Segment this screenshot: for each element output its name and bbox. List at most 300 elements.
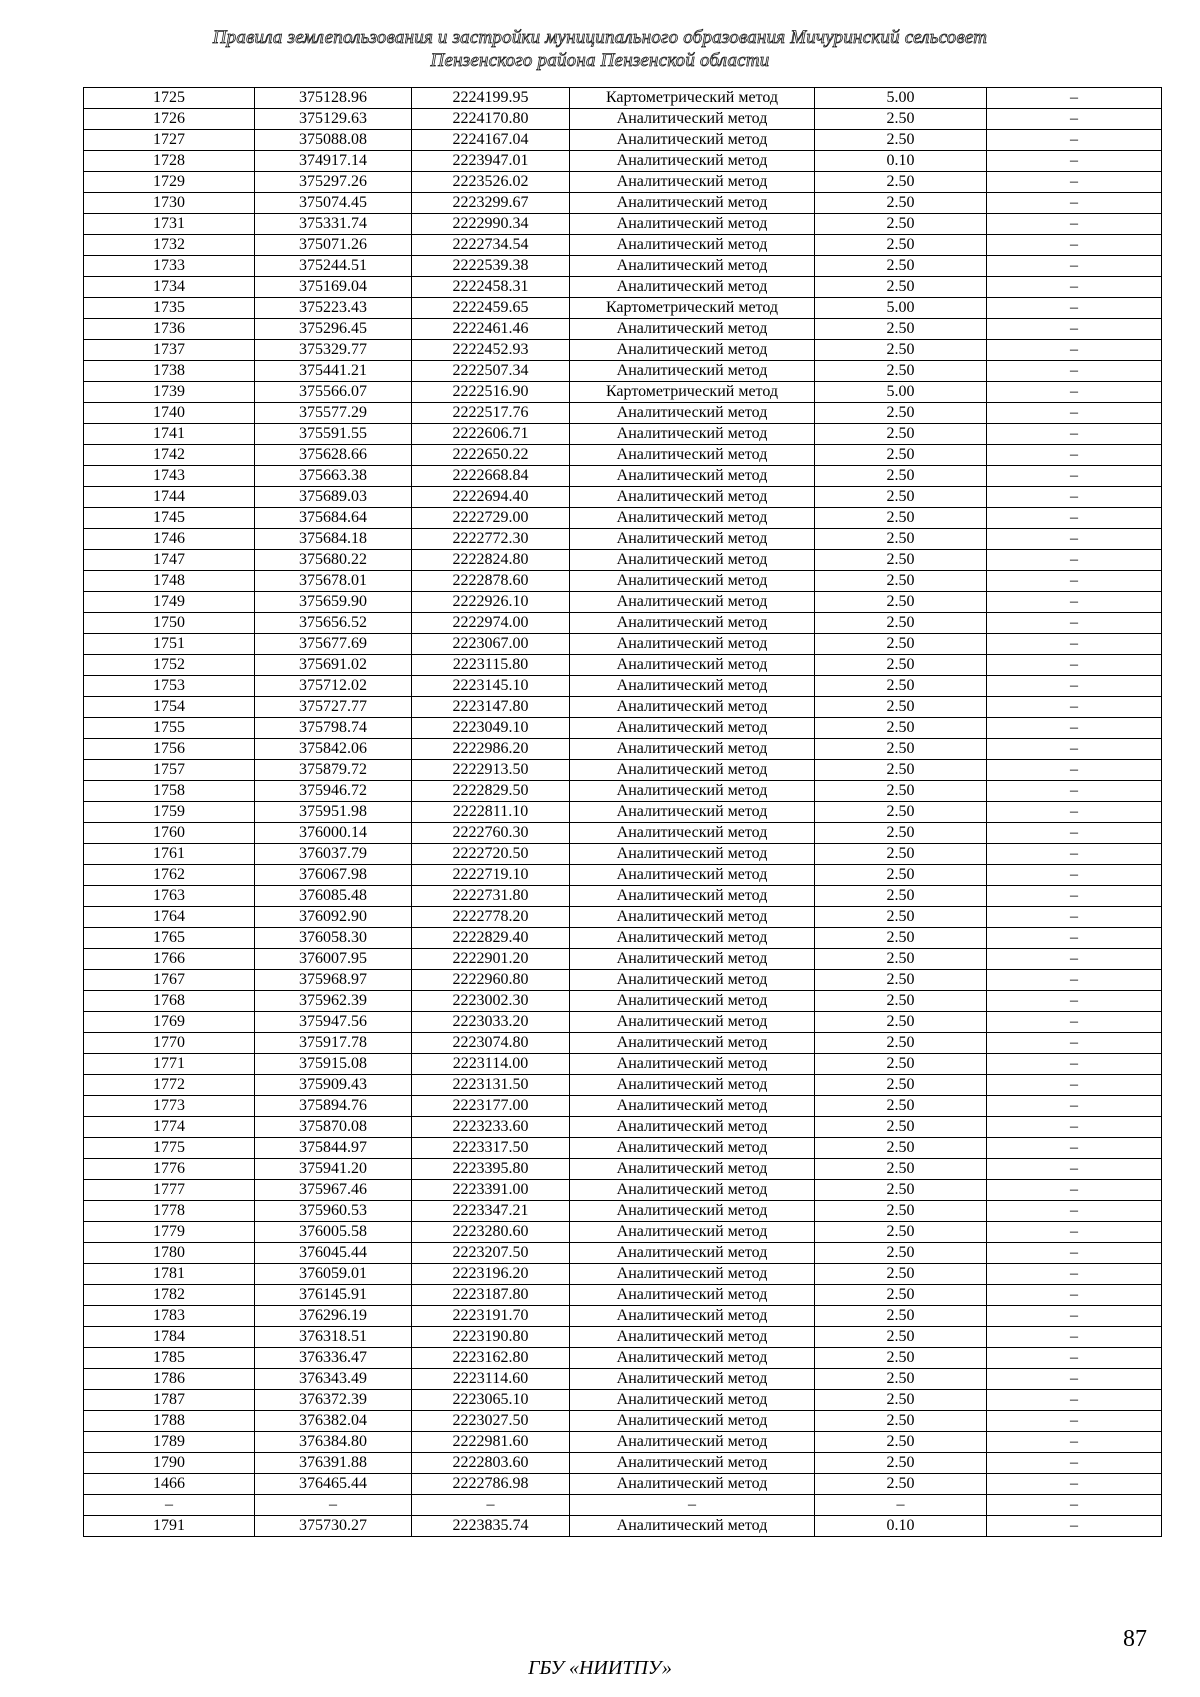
table-cell-note: – (987, 550, 1162, 571)
table-cell-method: Аналитический метод (570, 823, 815, 844)
table-cell-method: Аналитический метод (570, 907, 815, 928)
table-cell-y-coordinate: 2223177.00 (412, 1096, 570, 1117)
table-cell-method: Аналитический метод (570, 676, 815, 697)
table-cell-x-coordinate: 376336.47 (255, 1348, 412, 1369)
table-row (84, 676, 1162, 697)
table-cell-note: – (987, 1348, 1162, 1369)
table-row (84, 1096, 1162, 1117)
table-cell-y-coordinate: 2222901.20 (412, 949, 570, 970)
table-cell-method: Аналитический метод (570, 844, 815, 865)
table-cell-accuracy: 2.50 (815, 1390, 987, 1411)
table-cell-y-coordinate: 2222668.84 (412, 466, 570, 487)
table-row (84, 1495, 1162, 1516)
table-cell-x-coordinate: 374917.14 (255, 151, 412, 172)
table-row (84, 1243, 1162, 1264)
table-cell-x-coordinate: 375909.43 (255, 1075, 412, 1096)
table-cell-method: Аналитический метод (570, 172, 815, 193)
table-cell-point-number: 1781 (84, 1264, 255, 1285)
table-row (84, 991, 1162, 1012)
table-cell-note: – (987, 1054, 1162, 1075)
table-cell-x-coordinate: 375244.51 (255, 256, 412, 277)
table-cell-point-number: 1767 (84, 970, 255, 991)
table-cell-method: Аналитический метод (570, 802, 815, 823)
table-cell-point-number: 1754 (84, 697, 255, 718)
table-cell-x-coordinate: 375223.43 (255, 298, 412, 319)
table-cell-y-coordinate: 2222760.30 (412, 823, 570, 844)
table-cell-method: Аналитический метод (570, 529, 815, 550)
table-cell-point-number: 1761 (84, 844, 255, 865)
table-cell-accuracy: 2.50 (815, 1243, 987, 1264)
table-row (84, 1222, 1162, 1243)
table-cell-y-coordinate: 2222990.34 (412, 214, 570, 235)
table-cell-x-coordinate: 375088.08 (255, 130, 412, 151)
table-cell-x-coordinate: 375331.74 (255, 214, 412, 235)
table-cell-accuracy: 2.50 (815, 655, 987, 676)
table-cell-point-number: 1784 (84, 1327, 255, 1348)
table-cell-point-number: 1731 (84, 214, 255, 235)
table-cell-y-coordinate: 2223114.00 (412, 1054, 570, 1075)
table-row (84, 1054, 1162, 1075)
table-cell-point-number: 1787 (84, 1390, 255, 1411)
table-cell-note: – (987, 928, 1162, 949)
table-cell-note: – (987, 109, 1162, 130)
table-row (84, 886, 1162, 907)
table-cell-x-coordinate: 375712.02 (255, 676, 412, 697)
table-cell-point-number: 1788 (84, 1411, 255, 1432)
table-cell-method: Картометрический метод (570, 88, 815, 109)
table-cell-note: – (987, 361, 1162, 382)
table-row (84, 1348, 1162, 1369)
table-cell-point-number: 1734 (84, 277, 255, 298)
table-cell-method: Аналитический метод (570, 508, 815, 529)
table-cell-point-number: 1782 (84, 1285, 255, 1306)
table-cell-x-coordinate: 376000.14 (255, 823, 412, 844)
table-cell-x-coordinate: 375680.22 (255, 550, 412, 571)
table-cell-x-coordinate: 375946.72 (255, 781, 412, 802)
table-row (84, 529, 1162, 550)
table-cell-accuracy: 2.50 (815, 760, 987, 781)
table-cell-accuracy: 2.50 (815, 802, 987, 823)
table-cell-y-coordinate: 2223131.50 (412, 1075, 570, 1096)
table-cell-method: Аналитический метод (570, 1306, 815, 1327)
table-cell-y-coordinate: 2223065.10 (412, 1390, 570, 1411)
table-cell-accuracy: 2.50 (815, 1264, 987, 1285)
table-cell-y-coordinate: 2222694.40 (412, 487, 570, 508)
table-cell-y-coordinate: 2222803.60 (412, 1453, 570, 1474)
table-cell-point-number: 1790 (84, 1453, 255, 1474)
table-cell-point-number: 1775 (84, 1138, 255, 1159)
table-cell-note: – (987, 508, 1162, 529)
table-cell-point-number: 1730 (84, 193, 255, 214)
table-cell-method: Аналитический метод (570, 592, 815, 613)
table-row (84, 424, 1162, 445)
table-row (84, 970, 1162, 991)
table-cell-method: Аналитический метод (570, 634, 815, 655)
table-cell-accuracy: 2.50 (815, 235, 987, 256)
table-cell-y-coordinate: 2222458.31 (412, 277, 570, 298)
table-cell-method: Аналитический метод (570, 277, 815, 298)
table-cell-note: – (987, 697, 1162, 718)
table-cell-x-coordinate: 375951.98 (255, 802, 412, 823)
table-cell-x-coordinate: 375677.69 (255, 634, 412, 655)
table-row (84, 907, 1162, 928)
table-row (84, 613, 1162, 634)
header-line-2: Пензенского района Пензенской области (430, 50, 770, 71)
table-cell-x-coordinate: 375684.64 (255, 508, 412, 529)
table-cell-point-number: 1774 (84, 1117, 255, 1138)
table-cell-accuracy: 2.50 (815, 130, 987, 151)
table-cell-accuracy: 2.50 (815, 1201, 987, 1222)
table-cell-x-coordinate: 375577.29 (255, 403, 412, 424)
table-row (84, 319, 1162, 340)
table-cell-y-coordinate: 2222719.10 (412, 865, 570, 886)
table-cell-note: – (987, 1474, 1162, 1495)
table-cell-accuracy: 2.50 (815, 1285, 987, 1306)
table-cell-point-number: 1772 (84, 1075, 255, 1096)
table-cell-accuracy: 2.50 (815, 214, 987, 235)
table-cell-y-coordinate: 2222778.20 (412, 907, 570, 928)
table-cell-note: – (987, 571, 1162, 592)
table-cell-note: – (987, 424, 1162, 445)
table-cell-accuracy: 2.50 (815, 445, 987, 466)
table-row (84, 802, 1162, 823)
table-cell-point-number: 1750 (84, 613, 255, 634)
table-cell-y-coordinate: 2223207.50 (412, 1243, 570, 1264)
table-cell-point-number: 1742 (84, 445, 255, 466)
table-cell-x-coordinate: 376005.58 (255, 1222, 412, 1243)
table-cell-method: Аналитический метод (570, 466, 815, 487)
table-row (84, 1285, 1162, 1306)
table-cell-method: Аналитический метод (570, 1369, 815, 1390)
table-cell-x-coordinate: 375329.77 (255, 340, 412, 361)
table-cell-x-coordinate: 375915.08 (255, 1054, 412, 1075)
table-cell-note: – (987, 214, 1162, 235)
table-cell-point-number: 1747 (84, 550, 255, 571)
table-cell-note: – (987, 130, 1162, 151)
table-cell-method: Аналитический метод (570, 718, 815, 739)
table-cell-point-number: 1757 (84, 760, 255, 781)
table-cell-accuracy: 2.50 (815, 676, 987, 697)
table-cell-method: Аналитический метод (570, 319, 815, 340)
table-cell-accuracy: 2.50 (815, 550, 987, 571)
table-cell-y-coordinate: 2223233.60 (412, 1117, 570, 1138)
table-cell-note: – (987, 991, 1162, 1012)
table-cell-note: – (987, 739, 1162, 760)
table-cell-method: Аналитический метод (570, 1474, 815, 1495)
table-row (84, 739, 1162, 760)
table-row (84, 130, 1162, 151)
table-row (84, 823, 1162, 844)
table-cell-note: – (987, 487, 1162, 508)
table-row (84, 403, 1162, 424)
table-cell-method: Аналитический метод (570, 361, 815, 382)
table-cell-x-coordinate: 375689.03 (255, 487, 412, 508)
table-cell-y-coordinate: 2223190.80 (412, 1327, 570, 1348)
table-cell-point-number: 1751 (84, 634, 255, 655)
table-row (84, 487, 1162, 508)
table-row (84, 1411, 1162, 1432)
table-cell-x-coordinate: 375663.38 (255, 466, 412, 487)
table-cell-method: Аналитический метод (570, 1264, 815, 1285)
table-cell-method: Аналитический метод (570, 655, 815, 676)
table-cell-accuracy: 2.50 (815, 1348, 987, 1369)
table-cell-note: – (987, 298, 1162, 319)
table-cell-note: – (987, 592, 1162, 613)
table-cell-point-number: 1727 (84, 130, 255, 151)
table-cell-accuracy: 2.50 (815, 823, 987, 844)
table-cell-note: – (987, 823, 1162, 844)
table-cell-x-coordinate: 375129.63 (255, 109, 412, 130)
table-cell-note: – (987, 172, 1162, 193)
table-cell-method: Аналитический метод (570, 1201, 815, 1222)
table-row (84, 340, 1162, 361)
table-cell-accuracy: 2.50 (815, 592, 987, 613)
table-cell-accuracy: 2.50 (815, 1474, 987, 1495)
table-cell-note: – (987, 151, 1162, 172)
table-row (84, 1369, 1162, 1390)
table-cell-accuracy: 2.50 (815, 739, 987, 760)
table-cell-y-coordinate: 2224170.80 (412, 109, 570, 130)
table-cell-y-coordinate: 2223299.67 (412, 193, 570, 214)
table-cell-x-coordinate: 375296.45 (255, 319, 412, 340)
table-cell-x-coordinate: 376318.51 (255, 1327, 412, 1348)
table-cell-point-number: 1777 (84, 1180, 255, 1201)
table-cell-y-coordinate: 2223049.10 (412, 718, 570, 739)
table-cell-note: – (987, 1033, 1162, 1054)
table-cell-x-coordinate: 375842.06 (255, 739, 412, 760)
table-cell-y-coordinate: 2223002.30 (412, 991, 570, 1012)
table-cell-note: – (987, 1369, 1162, 1390)
table-cell-method: Аналитический метод (570, 928, 815, 949)
table-cell-x-coordinate: 375870.08 (255, 1117, 412, 1138)
table-cell-point-number: 1791 (84, 1516, 255, 1537)
table-cell-note: – (987, 907, 1162, 928)
table-cell-note: – (987, 277, 1162, 298)
table-cell-point-number: 1740 (84, 403, 255, 424)
table-cell-y-coordinate: 2222786.98 (412, 1474, 570, 1495)
table-cell-accuracy: 2.50 (815, 340, 987, 361)
table-cell-x-coordinate: 375727.77 (255, 697, 412, 718)
table-row (84, 1138, 1162, 1159)
table-cell-note: – (987, 1453, 1162, 1474)
table-cell-point-number: 1769 (84, 1012, 255, 1033)
table-cell-accuracy: 2.50 (815, 193, 987, 214)
table-row (84, 655, 1162, 676)
table-cell-x-coordinate: 375917.78 (255, 1033, 412, 1054)
table-cell-note: – (987, 760, 1162, 781)
table-cell-note: – (987, 340, 1162, 361)
table-cell-note: – (987, 466, 1162, 487)
table-cell-point-number: 1749 (84, 592, 255, 613)
table-cell-y-coordinate: 2222461.46 (412, 319, 570, 340)
table-cell-point-number: 1760 (84, 823, 255, 844)
table-cell-method: Аналитический метод (570, 130, 815, 151)
table-row (84, 466, 1162, 487)
table-cell-accuracy: 2.50 (815, 613, 987, 634)
table-cell-accuracy: 2.50 (815, 1411, 987, 1432)
table-cell-y-coordinate: 2222960.80 (412, 970, 570, 991)
table-cell-x-coordinate: 376037.79 (255, 844, 412, 865)
table-cell-note: – (987, 1243, 1162, 1264)
table-cell-x-coordinate: 376092.90 (255, 907, 412, 928)
table-row (84, 235, 1162, 256)
table-cell-y-coordinate: 2224199.95 (412, 88, 570, 109)
table-cell-note: – (987, 655, 1162, 676)
table-cell-method: Аналитический метод (570, 1075, 815, 1096)
table-cell-method: Аналитический метод (570, 151, 815, 172)
table-cell-method: Аналитический метод (570, 1054, 815, 1075)
table-row (84, 88, 1162, 109)
table-cell-note: – (987, 844, 1162, 865)
table-cell-accuracy: 2.50 (815, 256, 987, 277)
table-cell-accuracy: 2.50 (815, 403, 987, 424)
table-cell-accuracy: 2.50 (815, 718, 987, 739)
table-cell-accuracy: 2.50 (815, 970, 987, 991)
table-cell-x-coordinate: 376145.91 (255, 1285, 412, 1306)
table-cell-point-number: 1744 (84, 487, 255, 508)
table-cell-point-number: 1741 (84, 424, 255, 445)
table-row (84, 508, 1162, 529)
table-cell-accuracy: 2.50 (815, 1096, 987, 1117)
table-cell-x-coordinate: 375566.07 (255, 382, 412, 403)
table-cell-accuracy: 2.50 (815, 487, 987, 508)
table-cell-point-number: 1789 (84, 1432, 255, 1453)
table-cell-method: Аналитический метод (570, 403, 815, 424)
table-cell-x-coordinate: 376059.01 (255, 1264, 412, 1285)
table-cell-y-coordinate: 2222507.34 (412, 361, 570, 382)
table-cell-accuracy: 2.50 (815, 109, 987, 130)
table-cell-method: Аналитический метод (570, 256, 815, 277)
table-cell-accuracy: 2.50 (815, 1117, 987, 1138)
table-cell-accuracy: 2.50 (815, 1075, 987, 1096)
table-cell-accuracy: 2.50 (815, 172, 987, 193)
table-cell-x-coordinate: 375967.46 (255, 1180, 412, 1201)
table-cell-x-coordinate: 375962.39 (255, 991, 412, 1012)
table-cell-method: Аналитический метод (570, 739, 815, 760)
table-row (84, 550, 1162, 571)
table-cell-method: Аналитический метод (570, 613, 815, 634)
table-cell-note: – (987, 802, 1162, 823)
table-cell-y-coordinate: 2222974.00 (412, 613, 570, 634)
table-cell-method: Аналитический метод (570, 865, 815, 886)
table-cell-y-coordinate: 2222729.00 (412, 508, 570, 529)
table-cell-method: Аналитический метод (570, 1117, 815, 1138)
table-cell-point-number: 1758 (84, 781, 255, 802)
table-cell-note: – (987, 1180, 1162, 1201)
table-cell-accuracy: 2.50 (815, 1159, 987, 1180)
table-cell-accuracy: 2.50 (815, 1327, 987, 1348)
table-cell-point-number: 1778 (84, 1201, 255, 1222)
table-row (84, 1117, 1162, 1138)
table-cell-method: Аналитический метод (570, 1012, 815, 1033)
table-row (84, 571, 1162, 592)
coordinates-table (83, 87, 1162, 1537)
table-cell-y-coordinate: 2223947.01 (412, 151, 570, 172)
table-cell-accuracy: 2.50 (815, 697, 987, 718)
table-cell-accuracy: 5.00 (815, 298, 987, 319)
table-cell-note: – (987, 256, 1162, 277)
table-cell-accuracy: 2.50 (815, 529, 987, 550)
table-cell-method: Аналитический метод (570, 781, 815, 802)
table-cell-method: Аналитический метод (570, 235, 815, 256)
table-cell-x-coordinate: 376382.04 (255, 1411, 412, 1432)
table-cell-point-number: 1726 (84, 109, 255, 130)
table-row (84, 256, 1162, 277)
table-row (84, 361, 1162, 382)
table-cell-x-coordinate: 375684.18 (255, 529, 412, 550)
table-cell-note: – (987, 634, 1162, 655)
table-cell-x-coordinate: 376007.95 (255, 949, 412, 970)
table-cell-point-number: 1729 (84, 172, 255, 193)
table-cell-note: – (987, 1012, 1162, 1033)
table-cell-x-coordinate: 375659.90 (255, 592, 412, 613)
table-cell-method: Аналитический метод (570, 886, 815, 907)
table-cell-y-coordinate: 2223067.00 (412, 634, 570, 655)
table-cell-y-coordinate: 2223187.80 (412, 1285, 570, 1306)
table-row (84, 781, 1162, 802)
table-cell-method: Аналитический метод (570, 697, 815, 718)
table-cell-accuracy: 2.50 (815, 1222, 987, 1243)
table-cell-accuracy: 2.50 (815, 1453, 987, 1474)
table-cell-point-number: 1759 (84, 802, 255, 823)
table-cell-accuracy: 2.50 (815, 424, 987, 445)
table-row (84, 718, 1162, 739)
table-cell-accuracy: 2.50 (815, 1306, 987, 1327)
table-cell-x-coordinate: 375591.55 (255, 424, 412, 445)
table-cell-y-coordinate: 2222539.38 (412, 256, 570, 277)
table-cell-y-coordinate: 2224167.04 (412, 130, 570, 151)
table-cell-point-number: 1766 (84, 949, 255, 970)
table-cell-accuracy: 2.50 (815, 1369, 987, 1390)
table-row (84, 949, 1162, 970)
table-row (84, 1159, 1162, 1180)
table-cell-x-coordinate: 376045.44 (255, 1243, 412, 1264)
table-cell-accuracy: 2.50 (815, 319, 987, 340)
table-cell-note: – (987, 676, 1162, 697)
table-row (84, 865, 1162, 886)
table-cell-x-coordinate: 375960.53 (255, 1201, 412, 1222)
table-cell-method: Аналитический метод (570, 1159, 815, 1180)
table-cell-x-coordinate: 375691.02 (255, 655, 412, 676)
table-cell-method: Аналитический метод (570, 1453, 815, 1474)
table-cell-y-coordinate: 2223317.50 (412, 1138, 570, 1159)
table-cell-y-coordinate: 2222772.30 (412, 529, 570, 550)
table-cell-x-coordinate: 376296.19 (255, 1306, 412, 1327)
table-row (84, 1264, 1162, 1285)
table-cell-method: Аналитический метод (570, 214, 815, 235)
table-cell-note: – (987, 1432, 1162, 1453)
table-cell-x-coordinate: 375968.97 (255, 970, 412, 991)
table-cell-point-number: 1763 (84, 886, 255, 907)
table-cell-y-coordinate: 2222720.50 (412, 844, 570, 865)
table-cell-note: – (987, 193, 1162, 214)
table-cell-accuracy: 2.50 (815, 1054, 987, 1075)
table-cell-y-coordinate: 2222516.90 (412, 382, 570, 403)
table-cell-method: Аналитический метод (570, 1138, 815, 1159)
table-row (84, 193, 1162, 214)
table-cell-point-number: 1786 (84, 1369, 255, 1390)
table-cell-x-coordinate: 375947.56 (255, 1012, 412, 1033)
table-cell-accuracy: 2.50 (815, 508, 987, 529)
table-cell-note: – (987, 1306, 1162, 1327)
table-cell-point-number: 1752 (84, 655, 255, 676)
table-cell-note: – (987, 970, 1162, 991)
table-cell-note: – (987, 949, 1162, 970)
table-cell-y-coordinate: 2223526.02 (412, 172, 570, 193)
table-cell-method: Аналитический метод (570, 109, 815, 130)
table-cell-y-coordinate: 2222981.60 (412, 1432, 570, 1453)
table-cell-y-coordinate: 2223147.80 (412, 697, 570, 718)
